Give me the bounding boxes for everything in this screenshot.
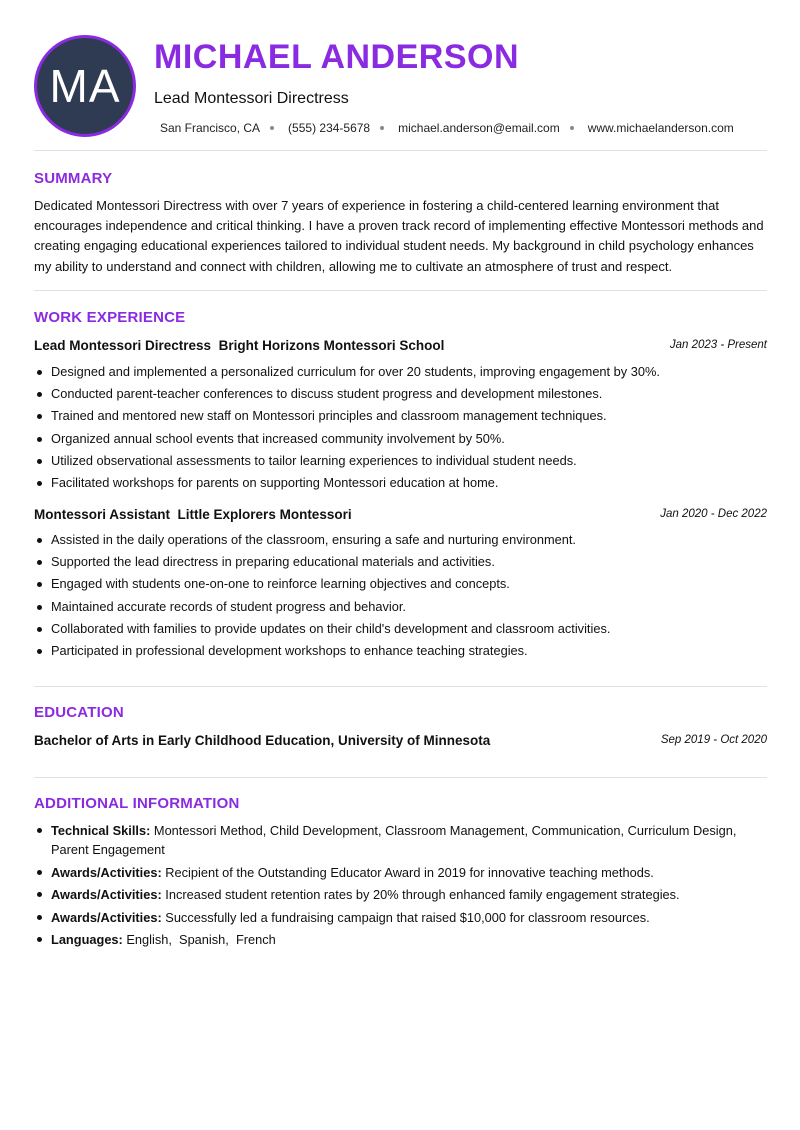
list-item: Participated in professional development workshops to enhance teaching strategies. (34, 643, 767, 659)
job-bullets (34, 364, 767, 497)
list-item (34, 821, 767, 859)
separator-dot-icon (570, 126, 574, 130)
contact-email[interactable]: michael.anderson@email.com (398, 121, 560, 135)
info-text: Montessori Method, Child Development, Classroom Management, Communication, Curriculum Design, Parent Engagement (51, 823, 737, 857)
list-item: Maintained accurate records of student progress and behavior. (34, 599, 767, 615)
info-label: Languages: (51, 932, 123, 947)
job-company: Bright Horizons Montessori School (218, 338, 445, 353)
resume-header (34, 34, 767, 138)
candidate-title: Lead Montessori Directress (154, 90, 349, 107)
divider (34, 777, 767, 778)
info-label: Technical Skills: (51, 823, 151, 838)
additional-heading: ADDITIONAL INFORMATION (34, 795, 240, 812)
job-role-company (34, 338, 444, 353)
list-item: Trained and mentored new staff on Montessori principles and classroom management techniques. (34, 408, 767, 424)
info-label: Awards/Activities: (51, 864, 162, 880)
contact-bar (160, 121, 734, 135)
job-company: Little Explorers Montessori (177, 507, 352, 522)
separator-dot-icon (270, 126, 274, 130)
list-item: Supported the lead directress in preparing educational materials and activities. (34, 554, 767, 570)
info-text: Increased student retention rates by 20% through enhanced family engagement strategies. (165, 887, 680, 902)
job-role-company (34, 507, 352, 522)
avatar-initials: MA (49, 60, 121, 112)
divider (34, 150, 767, 151)
contact-website[interactable]: www.michaelanderson.com (587, 121, 734, 135)
additional-list (34, 821, 767, 953)
list-item: Utilized observational assessments to tailor learning experiences to individual student needs. (34, 453, 767, 469)
list-item (34, 863, 767, 882)
list-item (34, 930, 767, 949)
list-item: Conducted parent-teacher conferences to discuss student progress and development milestones. (34, 386, 767, 402)
contact-location: San Francisco, CA (160, 121, 261, 135)
summary-heading: SUMMARY (34, 170, 113, 187)
separator-dot-icon (380, 126, 384, 130)
avatar (34, 35, 136, 137)
list-item: Assisted in the daily operations of the classroom, ensuring a safe and nurturing environment. (34, 532, 767, 548)
info-label: Awards/Activities: (51, 887, 162, 902)
list-item: Collaborated with families to provide updates on their child's development and classroom activities. (34, 621, 767, 637)
contact-phone: (555) 234-5678 (288, 121, 371, 135)
divider (34, 290, 767, 291)
job-dates: Jan 2023 - Present (669, 339, 767, 351)
list-item: Engaged with students one-on-one to reinforce learning objectives and concepts. (34, 576, 767, 592)
education-entry (34, 733, 767, 751)
list-item (34, 908, 767, 927)
candidate-name: MICHAEL ANDERSON (154, 38, 520, 76)
info-text: Recipient of the Outstanding Educator Award in 2019 for innovative teaching methods. (165, 864, 654, 880)
job-header (34, 338, 767, 356)
list-item: Organized annual school events that increased community involvement by 50%. (34, 431, 767, 447)
experience-heading: WORK EXPERIENCE (34, 309, 186, 326)
job-role: Lead Montessori Directress (34, 338, 212, 353)
education-degree: Bachelor of Arts in Early Childhood Education, University of Minnesota (34, 733, 491, 748)
job-header (34, 507, 767, 525)
list-item (34, 885, 767, 904)
summary-text: Dedicated Montessori Directress with over 7 years of experience in fostering a child-centered learning environment that encourages independence and critical thinking. I have a proven track record of implementing effective Montessori methods and creating engaging educational experiences tailored to individual student needs. My background in child psychology enhances my ability to understand and connect with children, allowing me to cultivate an atmosphere of trust and respect. (34, 198, 764, 274)
info-text: English, Spanish, French (126, 932, 276, 947)
list-item: Facilitated workshops for parents on supporting Montessori education at home. (34, 475, 767, 491)
job-bullets (34, 532, 767, 665)
list-item: Designed and implemented a personalized curriculum for over 20 students, improving engagement by 30%. (34, 364, 767, 380)
job-dates: Jan 2020 - Dec 2022 (660, 508, 767, 520)
education-heading: EDUCATION (34, 704, 124, 721)
info-text: Successfully led a fundraising campaign that raised $10,000 for classroom resources. (165, 909, 650, 925)
education-dates: Sep 2019 - Oct 2020 (660, 734, 767, 746)
job-role: Montessori Assistant (34, 507, 171, 522)
info-label: Awards/Activities: (51, 909, 162, 925)
divider (34, 686, 767, 687)
